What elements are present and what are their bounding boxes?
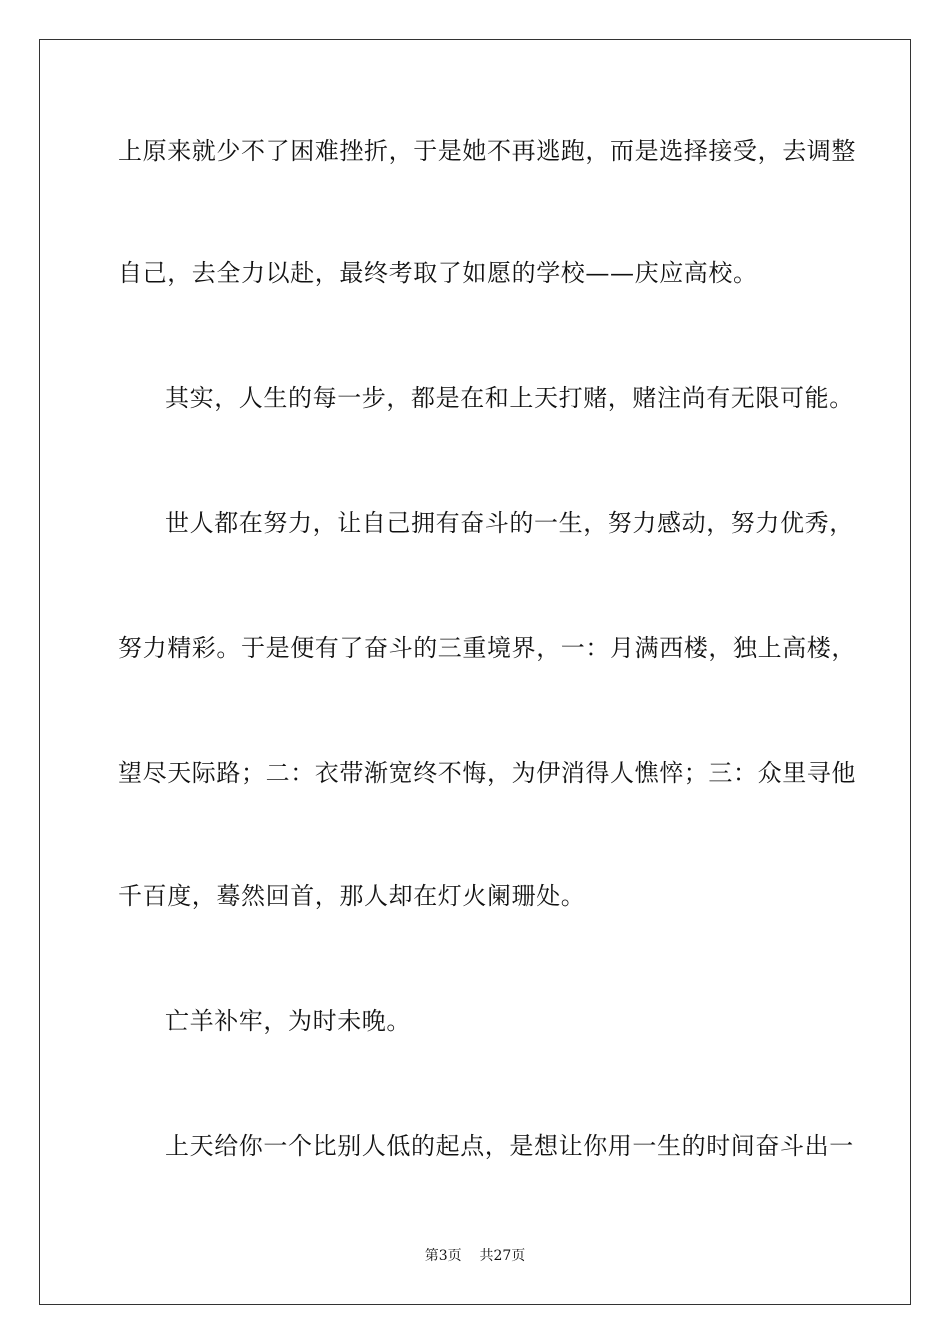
- page-border: [39, 39, 911, 1305]
- paragraph-line: 世人都在努力，让自己拥有奋斗的一生，努力感动，努力优秀，: [165, 509, 854, 537]
- page-number-footer: 第3页 共27页: [424, 1248, 526, 1264]
- body-text-line: 努力精彩。于是便有了奋斗的三重境界，一：月满西楼，独上高楼，: [118, 634, 856, 662]
- body-text-line: 望尽天际路；二：衣带渐宽终不悔，为伊消得人憔悴；三：众里寻他: [118, 759, 856, 787]
- body-text-line: 千百度，蓦然回首，那人却在灯火阑珊处。: [118, 882, 586, 910]
- body-text-line: 自己，去全力以赴，最终考取了如愿的学校——庆应高校。: [118, 259, 758, 287]
- body-text-line: 上原来就少不了困难挫折，于是她不再逃跑，而是选择接受，去调整: [118, 137, 856, 165]
- paragraph-line: 其实，人生的每一步，都是在和上天打赌，赌注尚有无限可能。: [165, 384, 854, 412]
- paragraph-line: 上天给你一个比别人低的起点，是想让你用一生的时间奋斗出一: [165, 1132, 854, 1160]
- paragraph-line: 亡羊补牢，为时未晚。: [165, 1007, 411, 1035]
